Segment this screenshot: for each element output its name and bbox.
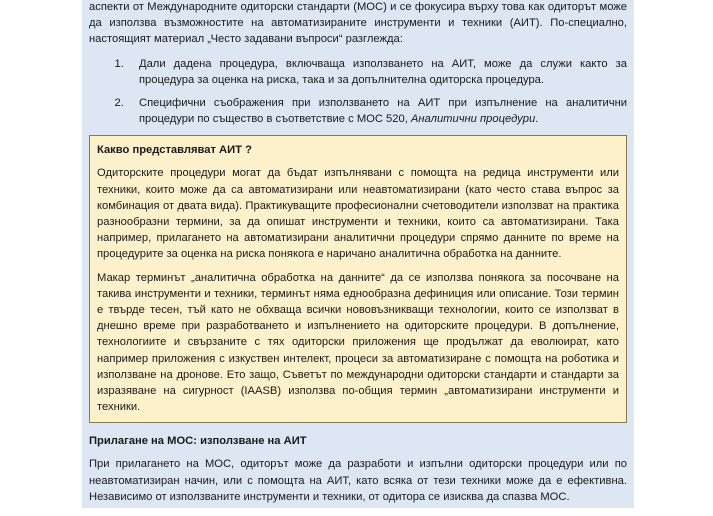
list-item-italic-text: Аналитични процедури	[410, 113, 536, 126]
section-title: Прилагане на МОС: използване на АИТ	[89, 435, 307, 448]
page-bottom-edge	[82, 508, 634, 516]
list-item-end: .	[535, 113, 539, 126]
document-page	[82, 0, 634, 516]
document-content	[82, 0, 634, 505]
info-box-paragraph: Одиторските процедури могат да бъдат изпълнявани с помощта на редица инструменти или техники, които може да са автоматизирани или неавтоматизирани (като често става въпрос за комбинация от двата вида). Практикуващите професионални счетоводители използват на практика разнообразни термини, за да опишат инструменти и техники, които са автоматизирани. Така например, прилагането на автоматизирани аналитични процедури спрямо данните по време на процедурите за оценка на риска понякога е наричано аналитична обработка на данните.	[97, 167, 619, 261]
section-paragraph: При прилагането на МОС, одиторът може да разработи и изпълни одиторски процедури или по неавтоматизиран начин, или с помощта на АИТ, като всяка от тези техники може да е ефективна. Независимо от използваните инструменти и техники, от одитора се изисква да спазва МОС.	[89, 458, 627, 503]
list-item: 1. Дали дадена процедура, включваща използването на АИТ, може да служи както за процедура за оценка на риска, така и за допълнителна одиторска процедура.	[127, 56, 627, 88]
intro-paragraph: аспекти от Международните одиторски стандарти (МОС) и се фокусира върху това как одиторът може да използва възможностите на автоматизираните инструменти и техники (АИТ). По-специално, настоящият материал „Често задавани въпроси“ разглежда:	[89, 1, 627, 46]
list-item	[127, 95, 627, 127]
section-applying-isa	[89, 433, 627, 505]
info-box-title: Какво представляват АИТ ?	[97, 144, 252, 157]
info-box-paragraph: Макар терминът „аналитична обработка на данните“ да се използва понякога за посочване на такива инструменти и техники, терминът няма еднообразна дефиниция или описание. Този термин е твърде тесен, тъй като не обхваща всички нововъзникващи технологии, които се използват в днешно време при разработването и изпълнението на одиторските процедури. В допълнение, технологиите и свързаните с тях одиторски приложения ще продължат да еволюират, като например приложения с изкуствен интелект, процеси за автоматизиране с помощта на роботика и използване на дронове. Ето защо, Съветът по международни одиторски стандарти и стандарти за изразяване на сигурност (IAASB) използва по-общия термин „автоматизирани инструменти и техники.	[97, 271, 619, 414]
list-item-text: Специфични съображения при използването на АИТ при изпълнение на аналитични процедури по същество в съответствие с МОС 520,	[139, 97, 627, 126]
info-box	[89, 135, 627, 423]
question-list	[89, 56, 627, 128]
